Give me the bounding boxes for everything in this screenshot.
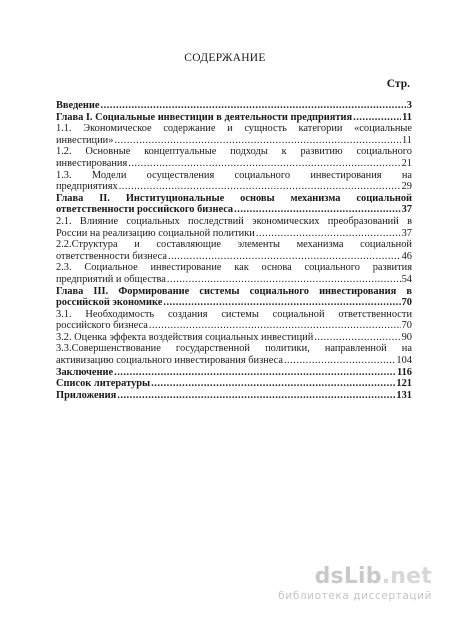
toc-entry-title: предприятиях bbox=[56, 181, 118, 193]
toc-page-number: 3 bbox=[406, 100, 412, 111]
dot-leader bbox=[151, 378, 395, 390]
toc-entry-title: 3.2. Оценка эффекта воздействия социальных инвестиций bbox=[56, 331, 314, 343]
toc-entry-text: Глава III. Формирование системы социального инвестирования в bbox=[56, 285, 412, 297]
toc-page-number: 54 bbox=[401, 273, 412, 285]
dot-leader bbox=[114, 367, 396, 379]
toc-entry-line bbox=[56, 204, 412, 216]
toc-entry bbox=[56, 390, 412, 402]
toc-entry-text: 2.3. Социальное инвестирование как основа социального развития bbox=[56, 262, 412, 274]
toc-entry bbox=[56, 332, 412, 344]
toc-entry-line bbox=[56, 332, 412, 344]
dot-leader bbox=[167, 274, 401, 286]
dot-leader bbox=[117, 390, 395, 402]
toc-entry bbox=[56, 262, 412, 285]
toc-page-number: 11 bbox=[401, 134, 412, 146]
toc-entry-line bbox=[56, 320, 412, 332]
toc-entry-line bbox=[56, 378, 412, 390]
toc-entry bbox=[56, 367, 412, 379]
toc-entry-line bbox=[56, 367, 412, 379]
toc-entry-title: ответственности российского бизнеса bbox=[56, 204, 234, 216]
toc-entry-title: российской экономике bbox=[56, 297, 163, 309]
toc-entry-title: Введение bbox=[56, 100, 100, 111]
toc-page-number: 11 bbox=[402, 111, 412, 123]
toc-entry bbox=[56, 146, 412, 169]
toc-entry-title: Приложения bbox=[56, 389, 117, 401]
toc-entry-title: России на реализацию социальной политики bbox=[56, 227, 255, 239]
watermark-brand: dsLib.net bbox=[314, 564, 432, 589]
toc-entry bbox=[56, 112, 412, 124]
dot-leader bbox=[168, 251, 401, 263]
dot-leader bbox=[256, 228, 401, 240]
toc-entry-line bbox=[56, 135, 412, 147]
toc-entry-line bbox=[56, 390, 412, 402]
toc-entry-title: инвестиции» bbox=[56, 134, 114, 146]
page-column-header: Стр. bbox=[386, 78, 410, 90]
toc-page-number: 131 bbox=[396, 389, 412, 401]
dot-leader bbox=[128, 158, 400, 170]
toc-entry bbox=[56, 343, 412, 366]
watermark-tagline: библиотека диссертаций bbox=[278, 590, 432, 602]
toc-entry bbox=[56, 216, 412, 239]
toc-entry-title: Заключение bbox=[56, 366, 114, 378]
toc-entry bbox=[56, 100, 412, 112]
toc-page-number: 21 bbox=[401, 157, 412, 169]
toc-entry-title: российского бизнеса bbox=[56, 320, 148, 332]
dot-leader bbox=[353, 112, 401, 124]
toc-entry-text: 3.1. Необходимость создания системы социальной ответственности bbox=[56, 308, 412, 320]
toc-entry-line bbox=[56, 297, 412, 309]
dot-leader bbox=[314, 332, 400, 344]
toc-entry-title: Список литературы bbox=[56, 378, 151, 390]
toc-entry-line bbox=[56, 355, 412, 367]
toc-page-number: 70 bbox=[401, 297, 412, 309]
toc-entry bbox=[56, 193, 412, 216]
toc-entry-title: активизацию социального инвестирования бизнеса bbox=[56, 355, 283, 367]
toc-entry-text: 2.2.Структура и составляющие элементы механизма социальной bbox=[56, 239, 412, 251]
dot-leader bbox=[119, 181, 401, 193]
toc-entry-line bbox=[56, 274, 412, 286]
toc-page-number: 37 bbox=[401, 204, 412, 216]
toc-entry-text: 1.2. Основные концептуальные подходы к развитию социального bbox=[56, 146, 412, 158]
toc-page-number: 90 bbox=[401, 331, 412, 343]
watermark-logo bbox=[278, 565, 432, 602]
toc-entry bbox=[56, 239, 412, 262]
toc-entry-line bbox=[56, 181, 412, 193]
toc-page-number: 121 bbox=[396, 378, 412, 390]
toc-entry bbox=[56, 309, 412, 332]
toc-entry-title: ответственности бизнеса bbox=[56, 250, 167, 262]
dot-leader bbox=[149, 320, 401, 332]
dot-leader bbox=[100, 100, 405, 112]
table-of-contents bbox=[56, 100, 412, 401]
toc-page-number: 116 bbox=[396, 366, 412, 378]
toc-entry-line bbox=[56, 158, 412, 170]
toc-entry-line bbox=[56, 100, 412, 112]
toc-page-number: 70 bbox=[401, 320, 412, 332]
toc-entry-text: 3.3.Совершенствование государственной политики, направленной на bbox=[56, 343, 412, 355]
toc-entry-line bbox=[56, 251, 412, 263]
dot-leader bbox=[284, 355, 395, 367]
toc-entry-text: Глава II. Институциональные основы механизма социальной bbox=[56, 192, 412, 204]
toc-entry-line bbox=[56, 228, 412, 240]
page-title: СОДЕРЖАНИЕ bbox=[184, 52, 266, 64]
toc-page-number: 37 bbox=[401, 227, 412, 239]
toc-entry-title: инвестирования bbox=[56, 157, 128, 169]
toc-entry bbox=[56, 286, 412, 309]
toc-entry-text: 1.1. Экономическое содержание и сущность категории «социальные bbox=[56, 123, 412, 135]
toc-entry-text: 1.3. Модели осуществления социального инвестирования на bbox=[56, 169, 412, 181]
toc-entry-line bbox=[56, 112, 412, 124]
dot-leader bbox=[234, 204, 400, 216]
toc-entry bbox=[56, 170, 412, 193]
toc-entry-title: Глава I. Социальные инвестиции в деятельности предприятия bbox=[56, 111, 353, 123]
dot-leader bbox=[114, 135, 401, 147]
toc-entry-text: 2.1. Влияние социальных последствий экономических преобразований в bbox=[56, 215, 412, 227]
toc-entry bbox=[56, 123, 412, 146]
toc-page-number: 104 bbox=[396, 355, 412, 367]
toc-entry bbox=[56, 378, 412, 390]
toc-entry-title: предприятий и общества bbox=[56, 273, 166, 285]
dot-leader bbox=[163, 297, 400, 309]
toc-page-number: 29 bbox=[401, 181, 412, 193]
toc-page-number: 46 bbox=[401, 250, 412, 262]
